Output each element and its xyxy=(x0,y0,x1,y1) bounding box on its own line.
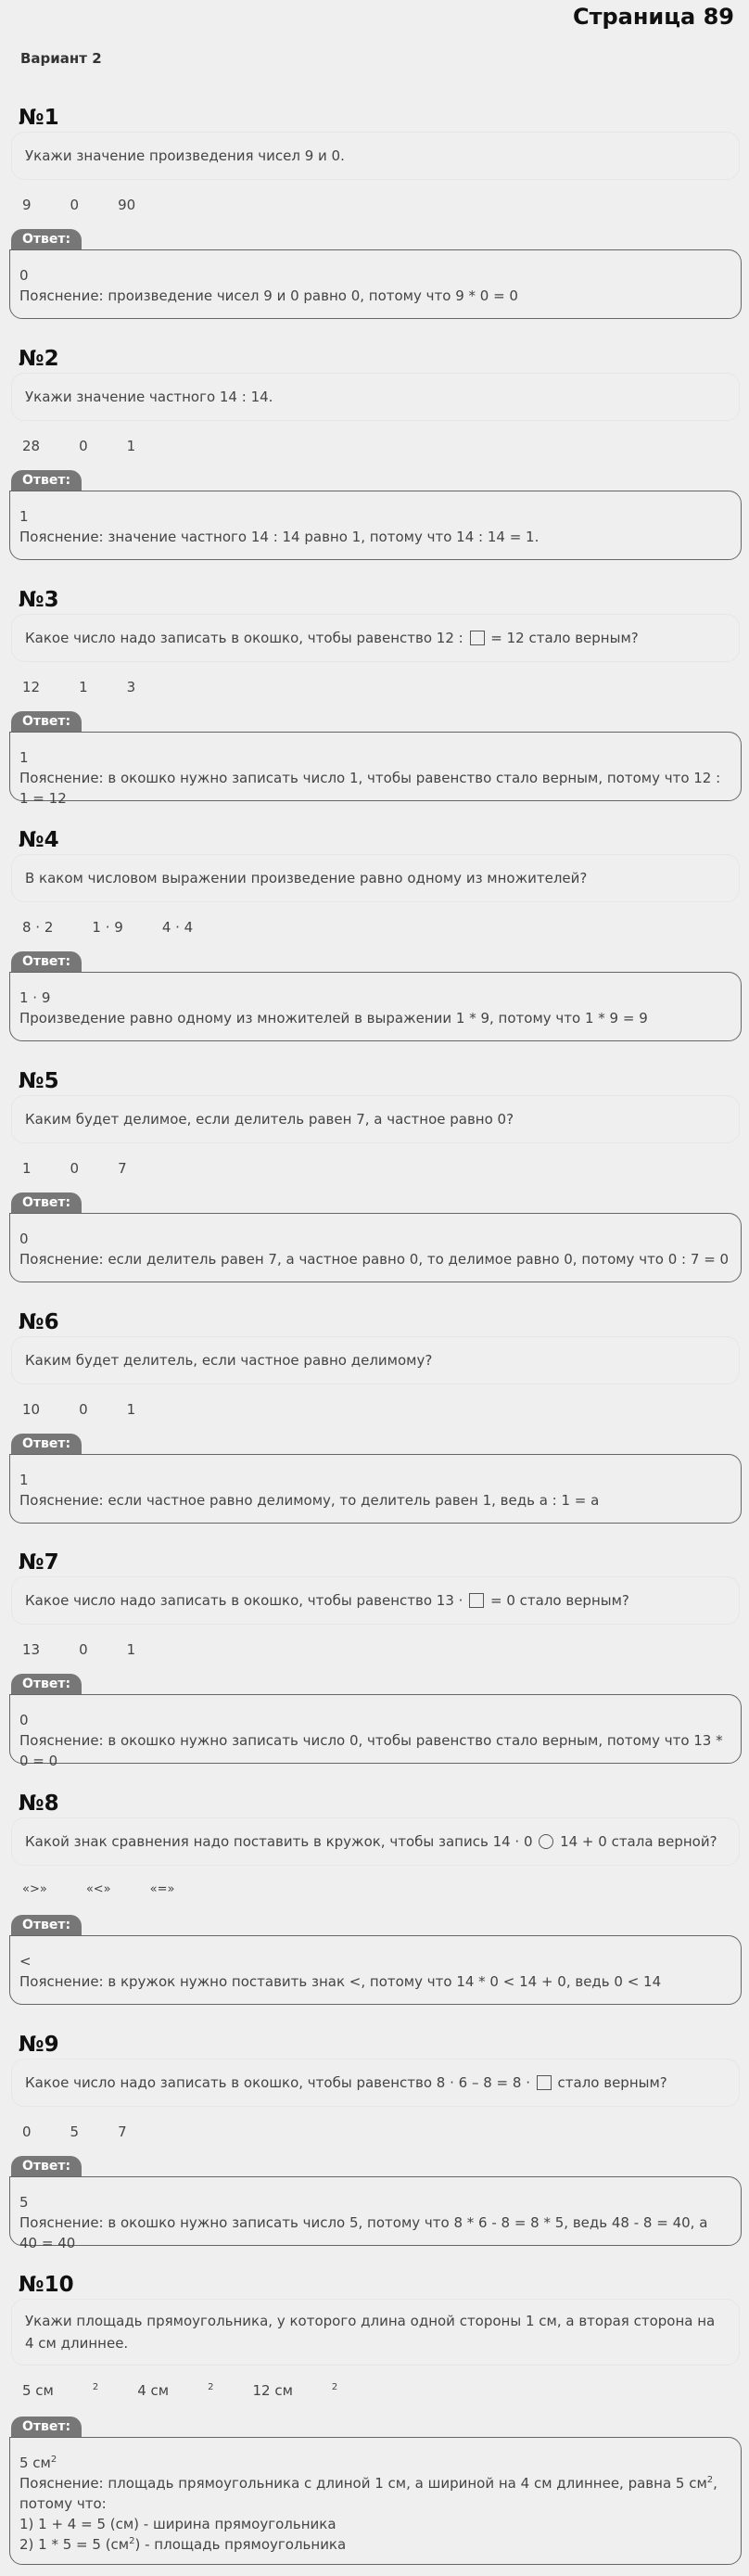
option[interactable]: 1 xyxy=(79,679,88,695)
question-box xyxy=(11,1095,740,1143)
answer-value: 0 xyxy=(19,1231,29,1247)
options xyxy=(22,438,174,454)
answer-explanation: Пояснение: произведение чисел 9 и 0 равно 0, потому что 9 * 0 = 0 xyxy=(19,287,518,304)
task-number: №3 xyxy=(19,588,59,612)
options xyxy=(22,1882,213,1896)
option: 4 см $^2$ xyxy=(137,2382,214,2399)
option[interactable]: 0 xyxy=(79,1401,88,1418)
option[interactable]: 1 xyxy=(22,1160,32,1177)
explanation-line-1: 1) 1 + 4 = 5 (см) - ширина прямоугольника xyxy=(19,2516,336,2532)
task-number: №1 xyxy=(19,106,59,130)
answer-explanation: Пояснение: площадь прямоугольника с длиной 1 см, а шириной на 4 см длиннее, равна 5 $см^2$, потому что: xyxy=(19,2475,717,2512)
question-text: Какой знак сравнения надо поставить в кружок, чтобы запись 14 · 0 14 + 0 стала верной? xyxy=(25,1833,717,1850)
answer-value: 0 xyxy=(19,267,29,284)
question-box xyxy=(11,854,740,902)
empty-box-icon xyxy=(537,2075,552,2090)
answer-value: 5 xyxy=(19,2194,29,2211)
question-box xyxy=(11,373,740,421)
question-box xyxy=(11,614,740,662)
answer-value: 1 xyxy=(19,1472,29,1488)
page-title: Страница 89 xyxy=(572,4,734,30)
option[interactable]: 8 · 2 xyxy=(22,919,54,936)
answer-tab: Ответ: xyxy=(11,1915,82,1935)
answer-tab: Ответ: xyxy=(11,1434,82,1454)
question-text: Каким будет делитель, если частное равно делимому? xyxy=(25,1352,433,1369)
question-box xyxy=(11,2059,740,2107)
question-box xyxy=(11,1336,740,1384)
answer-box xyxy=(9,2437,742,2565)
task-number: №8 xyxy=(19,1792,59,1816)
answer-explanation: Пояснение: в окошко нужно записать число 5, потому что 8 * 6 - 8 = 8 * 5, ведь 48 - 8 = 40, а 40 = 40 xyxy=(19,2214,708,2251)
options xyxy=(22,1401,174,1418)
question-text: В каком числовом выражении произведение равно одному из множителей? xyxy=(25,870,588,886)
question-text: Укажи значение произведения чисел 9 и 0. xyxy=(25,147,345,164)
answer-explanation: Пояснение: в окошко нужно записать число 1, чтобы равенство стало верным, потому что 12 : 1 = 12 xyxy=(19,770,721,807)
option: 12 см $^2$ xyxy=(252,2382,338,2399)
answer-explanation: Пояснение: значение частного 14 : 14 равно 1, потому что 14 : 14 = 1. xyxy=(19,529,540,545)
option[interactable]: 13 xyxy=(22,1641,41,1658)
empty-box-icon xyxy=(470,631,485,645)
answer-value: 1 xyxy=(19,508,29,525)
answer-explanation: Пояснение: в окошко нужно записать число 0, чтобы равенство стало верным, потому что 13 * 0 = 0 xyxy=(19,1732,723,1769)
task-number: №2 xyxy=(19,347,59,371)
answer-box xyxy=(9,491,742,560)
option[interactable]: 90 xyxy=(118,197,136,213)
option[interactable]: 0 xyxy=(79,438,88,454)
option[interactable]: 0 xyxy=(70,1160,80,1177)
answer-value: < xyxy=(19,1953,32,1970)
answer-tab: Ответ: xyxy=(11,470,82,491)
question-text: Какое число надо записать в окошко, чтобы равенство 12 : = 12 стало верным? xyxy=(25,630,639,646)
option[interactable]: 4 · 4 xyxy=(161,919,194,936)
explanation-line-2: 2) 1 * 5 = 5 $(см^2)$ - площадь прямоугольника xyxy=(19,2536,347,2553)
answer-box xyxy=(9,1935,742,2005)
option[interactable]: 7 xyxy=(118,1160,127,1177)
answer-tab: Ответ: xyxy=(11,1192,82,1213)
option[interactable]: 1 xyxy=(126,1401,136,1418)
empty-circle-icon xyxy=(539,1834,553,1849)
question-box xyxy=(11,1817,740,1866)
question-text: Укажи площадь прямоугольника, у которого длина одной стороны 1 см, а вторая сторона на 4 см длиннее. xyxy=(25,2313,716,2352)
option: 5 см $^2$ xyxy=(22,2382,99,2399)
options xyxy=(22,2123,166,2140)
answer-tab: Ответ: xyxy=(11,229,82,249)
task-number: №6 xyxy=(19,1310,59,1334)
answer-value: 1 xyxy=(19,749,29,766)
options xyxy=(22,2382,376,2399)
answer-value: 1 · 9 xyxy=(19,989,51,1006)
answer-box xyxy=(9,1454,742,1524)
answer-box xyxy=(9,1213,742,1282)
answer-tab: Ответ: xyxy=(11,1674,82,1694)
options xyxy=(22,919,232,936)
option[interactable]: 0 xyxy=(70,197,80,213)
option[interactable]: 7 xyxy=(118,2123,127,2140)
task-number: №5 xyxy=(19,1069,59,1093)
answer-value: 5 $см^2$ xyxy=(19,2455,57,2471)
answer-box xyxy=(9,249,742,319)
answer-box xyxy=(9,2176,742,2251)
option[interactable]: 3 xyxy=(126,679,136,695)
option[interactable]: 0 xyxy=(79,1641,88,1658)
answer-explanation: Произведение равно одному из множителей в выражении 1 * 9, потому что 1 * 9 = 9 xyxy=(19,1010,648,1027)
answer-box xyxy=(9,972,742,1041)
options xyxy=(22,197,174,213)
answer-tab: Ответ: xyxy=(11,711,82,732)
answer-tab: Ответ: xyxy=(11,951,82,972)
answer-box xyxy=(9,732,742,807)
option[interactable]: 10 xyxy=(22,1401,41,1418)
question-text: Какое число надо записать в окошко, чтобы равенство 13 · = 0 стало верным? xyxy=(25,1592,629,1609)
option[interactable]: 1 · 9 xyxy=(92,919,123,936)
question-box xyxy=(11,1576,740,1625)
option[interactable]: 0 xyxy=(22,2123,32,2140)
answer-tab: Ответ: xyxy=(11,2156,82,2176)
question-text: Укажи значение частного 14 : 14. xyxy=(25,389,273,405)
options xyxy=(22,679,174,695)
variant-label: Вариант 2 xyxy=(20,50,102,67)
option[interactable]: 12 xyxy=(22,679,41,695)
task-number: №10 xyxy=(19,2273,74,2297)
option[interactable]: «=» xyxy=(149,1882,175,1896)
question-text: Какое число надо записать в окошко, чтобы равенство 8 · 6 – 8 = 8 · стало верным? xyxy=(25,2074,667,2091)
options xyxy=(22,1160,166,1177)
answer-box xyxy=(9,1694,742,1769)
empty-box-icon xyxy=(469,1593,484,1608)
answer-explanation: Пояснение: если частное равно делимому, то делитель равен 1, ведь a : 1 = a xyxy=(19,1492,600,1509)
question-box xyxy=(11,132,740,180)
answer-explanation: Пояснение: если делитель равен 7, а частное равно 0, то делимое равно 0, потому что 0 : 7 = 0 xyxy=(19,1251,730,1268)
option[interactable]: 1 xyxy=(126,438,136,454)
option[interactable]: 5 xyxy=(70,2123,80,2140)
task-number: №9 xyxy=(19,2033,59,2057)
option[interactable]: 28 xyxy=(22,438,41,454)
option[interactable]: «>» xyxy=(22,1882,47,1896)
task-number: №7 xyxy=(19,1550,59,1575)
question-text: Каким будет делимое, если делитель равен 7, а частное равно 0? xyxy=(25,1111,514,1128)
task-number: №4 xyxy=(19,828,59,852)
answer-explanation: Пояснение: в кружок нужно поставить знак <, потому что 14 * 0 < 14 + 0, ведь 0 < 14 xyxy=(19,1973,662,1990)
options xyxy=(22,1641,174,1658)
answer-value: 0 xyxy=(19,1712,29,1728)
option[interactable]: «<» xyxy=(85,1882,111,1896)
question-box xyxy=(11,2299,740,2366)
option[interactable]: 1 xyxy=(126,1641,136,1658)
answer-tab: Ответ: xyxy=(11,2417,82,2437)
option[interactable]: 9 xyxy=(22,197,32,213)
